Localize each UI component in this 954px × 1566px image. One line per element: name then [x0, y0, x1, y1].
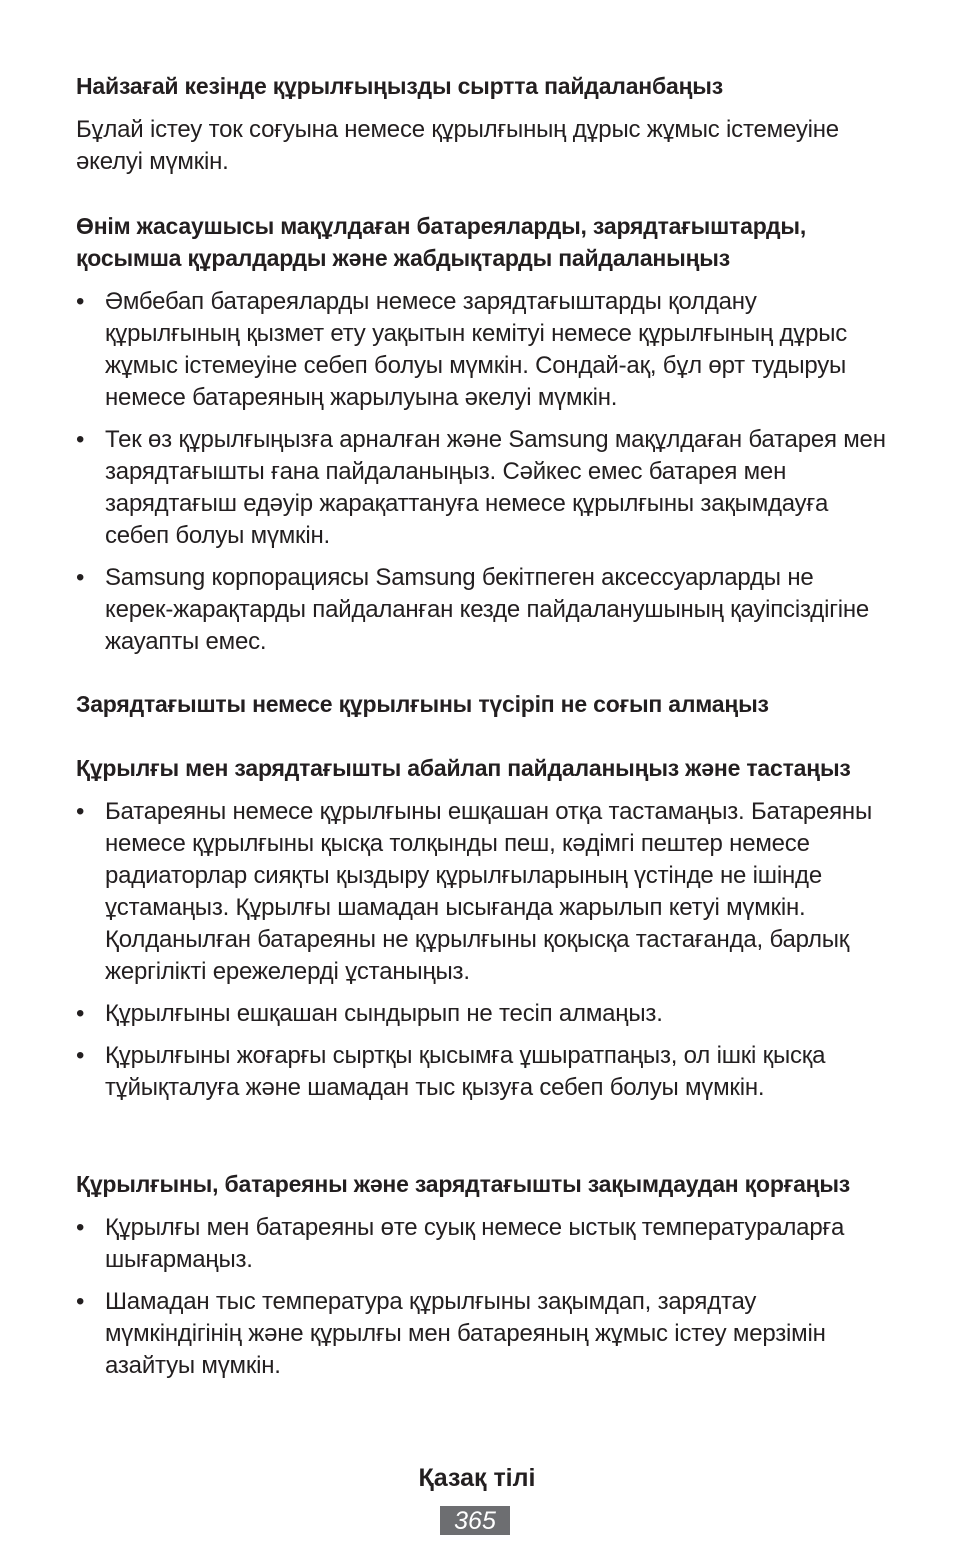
bullet-list: [76, 1212, 886, 1382]
bullet-list: [76, 796, 886, 1104]
section-heading: Өнім жасаушысы мақұлдаған батареяларды, зарядтағыштарды, қосымша құралдарды және жабдықтарды пайдаланыңыз: [76, 213, 807, 271]
bullet-icon: •: [76, 1214, 85, 1241]
list-item-text: Әмбебап батареяларды немесе зарядтағыштарды қолдану құрылғының қызмет ету уақытын кемітуі немесе құрылғының дұрыс жұмыс істемеуіне себеп болуы мүмкін. Сондай-ақ, бұл өрт тудыруы немесе батареяның жарылуына әкелуі мүмкін.: [105, 288, 848, 411]
bullet-icon: •: [76, 798, 85, 825]
section-approved-batteries: [76, 210, 886, 658]
page-number: 365: [440, 1506, 510, 1535]
list-item: [76, 562, 886, 658]
list-item-text: Құрылғы мен батареяны өте суық немесе ыстық температураларға шығармаңыз.: [105, 1214, 845, 1273]
bullet-icon: •: [76, 426, 85, 453]
bullet-icon: •: [76, 1000, 85, 1027]
section-heading: Найзағай кезінде құрылғыңызды сыртта пайдаланбаңыз: [76, 73, 723, 99]
list-item: [76, 1286, 886, 1382]
section-paragraph: Бұлай істеу ток соғуына немесе құрылғының дұрыс жұмыс істемеуіне әкелуі мүмкін.: [76, 116, 839, 175]
bullet-list: [76, 286, 886, 658]
list-item: [76, 998, 886, 1030]
list-item-text: Тек өз құрылғыңызға арналған және Samsung мақұлдаған батарея мен зарядтағышты ғана пайдаланыңыз. Сәйкес емес батарея мен зарядтағыш едәуір жарақаттануға немесе құрылғыны зақымдауға себеп болуы мүмкін.: [105, 426, 886, 549]
section-protect-from-damage: [76, 1168, 886, 1382]
section-heading: Құрылғыны, батареяны және зарядтағышты зақымдаудан қорғаңыз: [76, 1171, 851, 1197]
bullet-icon: •: [76, 1288, 85, 1315]
list-item: [76, 286, 886, 414]
list-item-text: Батареяны немесе құрылғыны ешқашан отқа тастамаңыз. Батареяны немесе құрылғыны қысқа толқынды пеш, кәдімгі пештер немесе радиаторлар сияқты қыздыру құрылғыларының үстінде не ішінде ұстамаңыз. Құрылғы шамадан ысығанда жарылып кетуі мүмкін. Қолданылған батареяны не құрылғыны қоқысқа тастағанда, барлық жергілікті ережелерді ұстаныңыз.: [105, 798, 873, 985]
list-item-text: Құрылғыны жоғарғы сыртқы қысымға ұшыратпаңыз, ол ішкі қысқа тұйықталуға және шамадан тыс қызуға себеп болуы мүмкін.: [105, 1042, 826, 1101]
bullet-icon: •: [76, 288, 85, 315]
footer-language: Қазақ тілі: [418, 1464, 536, 1492]
list-item-text: Samsung корпорациясы Samsung бекітпеген аксессуарларды не керек-жарақтарды пайдаланған кезде пайдаланушының қауіпсіздігіне жауапты емес.: [105, 564, 870, 655]
bullet-icon: •: [76, 1042, 85, 1069]
section-heading: Зарядтағышты немесе құрылғыны түсіріп не соғып алмаңыз: [76, 691, 769, 717]
section-heading: Құрылғы мен зарядтағышты абайлап пайдаланыңыз және тастаңыз: [76, 755, 851, 781]
list-item: [76, 1040, 886, 1104]
section-do-not-drop: [76, 688, 886, 720]
list-item-text: Шамадан тыс температура құрылғыны зақымдап, зарядтау мүмкіндігінің және құрылғы мен батареяның жұмыс істеу мерзімін азайтуы мүмкін.: [105, 1288, 826, 1379]
list-item-text: Құрылғыны ешқашан сындырып не тесіп алмаңыз.: [105, 1000, 663, 1027]
list-item: [76, 1212, 886, 1276]
list-item: [76, 424, 886, 552]
bullet-icon: •: [76, 564, 85, 591]
section-lightning: [76, 70, 886, 178]
list-item: [76, 796, 886, 988]
section-dispose-carefully: [76, 752, 886, 1104]
